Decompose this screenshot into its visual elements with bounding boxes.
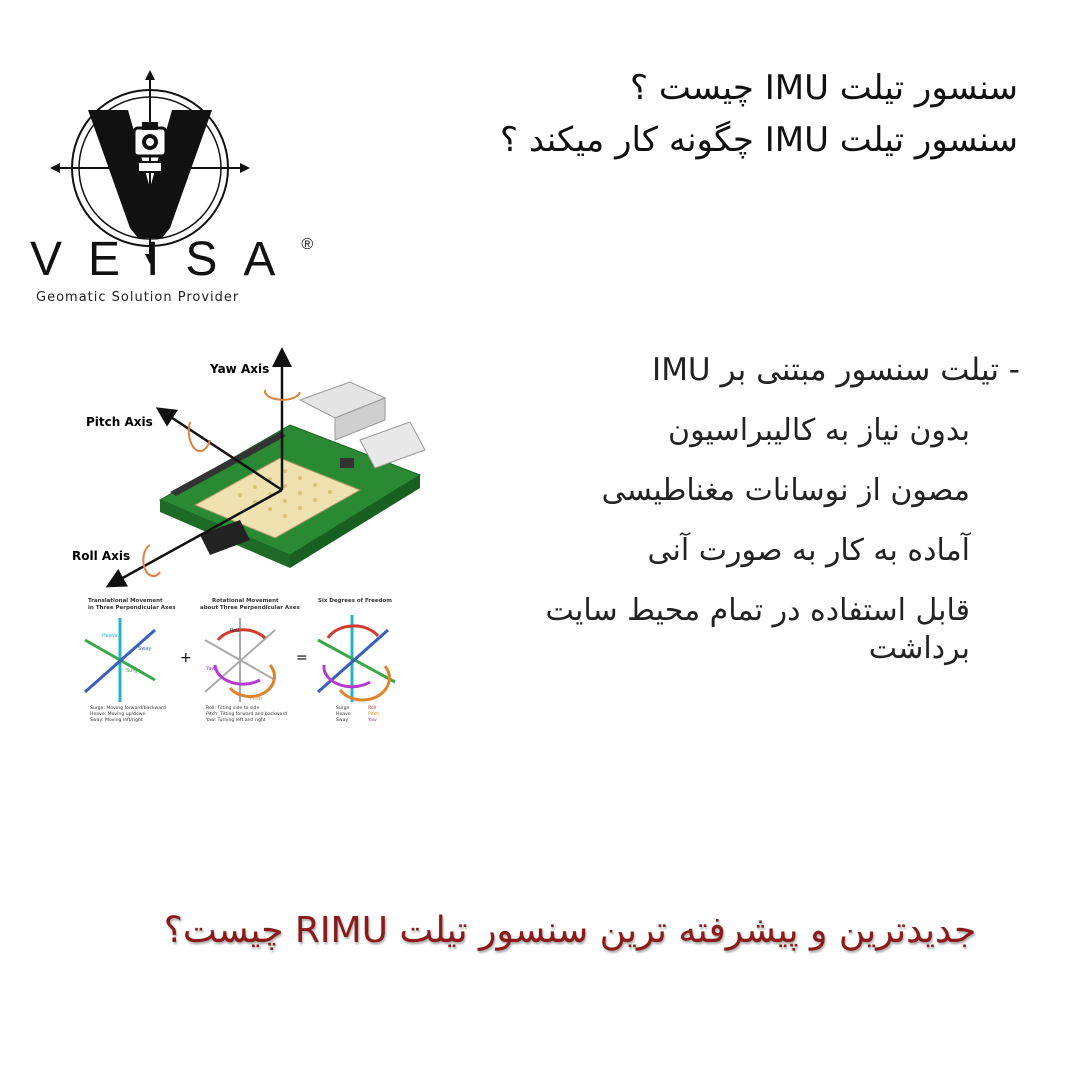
page-title	[318, 62, 1018, 166]
footer-question: جدیدترین و پیشرفته ترین سنسور تیلت RIMU چیست؟	[163, 910, 977, 951]
legend3-yaw: Yaw	[368, 718, 377, 723]
legend3-sway: Sway	[336, 718, 349, 723]
title-line-1: سنسور تیلت IMU چیست ؟	[630, 68, 1018, 108]
legend1-heave: Heave: Moving up/down	[90, 712, 146, 717]
legend3-roll: Roll	[368, 706, 377, 711]
sway-label: Sway	[138, 646, 152, 652]
roll-axis-label: Roll Axis	[72, 549, 131, 563]
legend1-sway: Sway: Moving left/right	[90, 718, 143, 723]
brand-name: VEISA®	[30, 233, 314, 286]
panel2-title-b: about Three Perpendicular Axes	[200, 605, 300, 611]
legend2-yaw: Yaw: Turning left and right	[206, 718, 266, 723]
legend2-roll: Roll: Tilting side to side	[206, 706, 260, 711]
legend3-heave: Heave	[336, 712, 351, 717]
heave-label: Heave	[102, 633, 118, 639]
pitch-axis-label: Pitch Axis	[86, 415, 153, 429]
feature-list	[450, 340, 1020, 690]
feature-item: بدون نیاز به کالیبراسیون	[668, 413, 970, 448]
feature-list-heading: - تیلت سنسور مبتنی بر IMU	[652, 352, 1020, 388]
six-dof-panel	[318, 615, 395, 702]
translational-panel	[85, 618, 155, 702]
pitch-short-label: Pitch	[250, 696, 263, 702]
feature-item: قابل استفاده در تمام محیط سایت برداشت	[545, 593, 970, 666]
panel1-title-a: Translational Movement	[88, 598, 163, 604]
title-line-2: سنسور تیلت IMU چگونه کار میکند ؟	[500, 120, 1018, 160]
sense-hat-board	[160, 382, 425, 568]
feature-item: آماده به کار به صورت آنی	[647, 533, 970, 568]
roll-short-label: Roll	[230, 628, 240, 634]
legend1-surge: Surge: Moving forward/backward	[90, 706, 166, 711]
rotational-panel	[205, 618, 275, 702]
feature-item: مصون از نوسانات مغناطیسی	[601, 473, 970, 508]
brand-tagline: Geomatic Solution Provider	[36, 290, 240, 305]
legend3-pitch: Pitch	[368, 712, 380, 717]
panel1-title-b: in Three Perpendicular Axes	[88, 605, 176, 611]
yaw-short-label: Yaw	[206, 666, 216, 672]
panel2-title-a: Rotational Movement	[212, 598, 279, 604]
yaw-axis-label: Yaw Axis	[210, 362, 270, 376]
equals-sign: =	[296, 650, 308, 666]
surge-label: Surge	[126, 668, 141, 674]
legend3-surge: Surge	[336, 706, 350, 711]
imu-diagram	[60, 340, 445, 730]
legend2-pitch: Pitch: Tilting forward and backward	[206, 712, 288, 717]
plus-sign: +	[180, 650, 192, 666]
panel3-title: Six Degrees of Freedom	[318, 598, 393, 604]
